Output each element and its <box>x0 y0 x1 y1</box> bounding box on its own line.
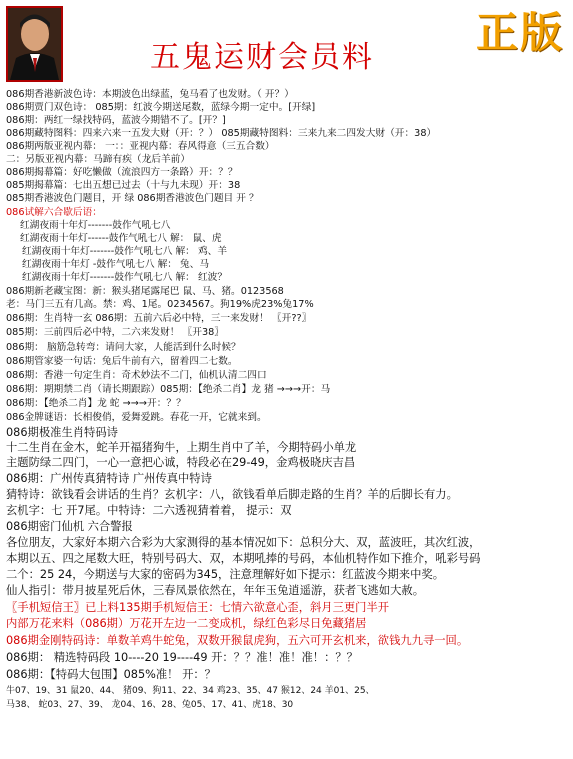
text-line: 老：马门三五有几高。禁：鸡、1尾。0234567。狗19%虎23%兔17% <box>6 299 314 310</box>
section-heading: 086试解六合歇后语： <box>6 207 102 218</box>
text-line: 086期藏特图料：四来六来一五发大财（开：？） 085期藏特图料：三来九来二四发大财（开：38） <box>6 128 437 139</box>
text-line: 086期揭幕篇：好吃懒做（流浪四方一条路）开：？？ <box>6 167 238 178</box>
text-line: 本期以五、四之尾数大旺，特别号码大、双，本期吼捧的号码，本仙机特作如下推介，吼彩号码 <box>6 552 481 565</box>
text-line: 红湖夜雨十年灯-------鼓作气吼七八 解： 鸡、羊 <box>22 246 228 257</box>
text-line: 086期新老藏宝图：新：猴头猪尾露尾巴 鼠、马、猪。0123568 <box>6 286 284 297</box>
text-line: 086期金刚特码诗：单数羊鸡牛蛇兔，双数开猴鼠虎狗，五六可开玄机来，欲钱九九寻一回。 <box>6 634 469 647</box>
text-line: 086期：两红一绿找特码，蓝波今期错不了。[开？] <box>6 115 226 126</box>
text-line: 086金牌谜语：长相俊俏，爱舞爱跳。春花一开，它就来到。 <box>6 412 267 423</box>
text-line: 086期： 脑筋急转弯：请问大家，人能活到什么时候？ <box>6 342 241 353</box>
text-line: 085期香港波色门题目，开 绿 086期香港波色门题目 开 ？ <box>6 193 259 204</box>
text-line: 仙人指引：带月披星死后休，三春凤景依然在，年年玉兔逍遥游，获者飞逃如大赦。 <box>6 584 424 597</box>
text-line: 086期：广州传真猜特诗 广州传真中特诗 <box>6 472 212 485</box>
text-line: 085期：三前四后必中特，二六来发财！ 〖开38〗 <box>6 327 224 338</box>
text-line: 红湖夜雨十年灯-------鼓作气吼七八 解： 红波？ <box>22 272 228 283</box>
text-line: 十二生肖在金木，蛇羊开福猪狗牛，上期生肖中了羊，今期特码小单龙 <box>6 441 357 454</box>
text-line: 各位朋友，大家好本期六合彩为大家测得的基本情况如下：总积分大、双，蓝波旺，其次红波， <box>6 536 481 549</box>
text-line: 二：另版亚视内幕：马蹄有疾（龙后羊前） <box>6 154 191 165</box>
text-line: 红湖夜雨十年灯------鼓作气吼七八 解： 鼠、虎 <box>20 233 222 244</box>
text-line: 〖手机短信王〗已上料135期手机短信王：七情六欲意心歪，斜月三更门半开 <box>6 601 390 614</box>
text-line: 086期：生肖特一玄 086期：五前六后必中特，三一来发财！ 〖开??〗 <box>6 313 312 324</box>
text-line: 内部万花来料（086期）万花开左边一二变成机，绿红色彩尽日免藏猪居 <box>6 617 367 630</box>
text-line: 086期香港新波色诗：本期波色出绿蓝，兔马看了也发财。（ 开？） <box>6 89 294 100</box>
text-line: 牛07、19、31 鼠20、44、 猪09、狗11、22、34 鸡23、35、47 猴12、24 羊01、25、 <box>6 686 375 696</box>
text-line: 086期：【绝杀二肖】龙 蛇 →→→开：？？ <box>6 398 186 409</box>
text-line: 猜特诗：欲钱看会讲话的生肖？玄机字：八，欲钱看单后脚走路的生肖？羊的后脚长有力。 <box>6 488 458 501</box>
text-line: 086期管家婆一句话：兔后牛前有六，留着四二七数。 <box>6 356 238 367</box>
genuine-badge: 正版 <box>476 8 565 57</box>
text-line: 086期密门仙机 六合警报 <box>6 520 133 533</box>
text-line: 086期贾门双色诗： 085期：红波今期送尾数，蓝绿今期一定中。[开绿] <box>6 102 316 113</box>
page-title: 五鬼运财会员料 <box>150 40 374 75</box>
text-line: 红湖夜雨十年灯-------鼓作气吼七八 <box>20 220 171 231</box>
text-line: 马38、 蛇03、27、39、 龙04、16、28、兔05、17、41、虎18、30 <box>6 700 294 710</box>
text-line: 二个：25 24，今期送与大家的密码为345，注意理解好如下提示：红蓝波今期来中奖。 <box>6 568 445 581</box>
text-line: 086期：香港一句定生肖：奇术妙法不二门，仙机认清二四口 <box>6 370 267 381</box>
text-line: 主题防绿二四门，一心一意把心诚，特段必在29-49，金鸡极晓庆吉昌 <box>6 456 356 469</box>
text-line: 085期揭幕篇：七出五想已过去（十与九未现）开：38 <box>6 180 241 191</box>
text-line: 086期： 精选特码段 10----20 19----49 开：？？准！准！准！：？？ <box>6 651 358 664</box>
text-line: 玄机字：七 开7尾。中特诗：二六透视猜着着， 提示：双 <box>6 504 292 517</box>
profile-photo <box>6 6 63 82</box>
text-line: 086期：期期禁二肖（请长期跟踪）085期：【绝杀二肖】龙 猪 →→→开：马 <box>6 384 331 395</box>
text-line: 红湖夜雨十年灯 -鼓作气吼七八 解： 兔、马 <box>22 259 210 270</box>
text-line: 086期：【特码大包围】085%准！ 开：？ <box>6 668 216 681</box>
text-line: 086期两版亚视内幕： 一：：亚视内幕：春风得意（三五合数） <box>6 141 275 152</box>
text-line: 086期极准生肖特码诗 <box>6 426 118 439</box>
